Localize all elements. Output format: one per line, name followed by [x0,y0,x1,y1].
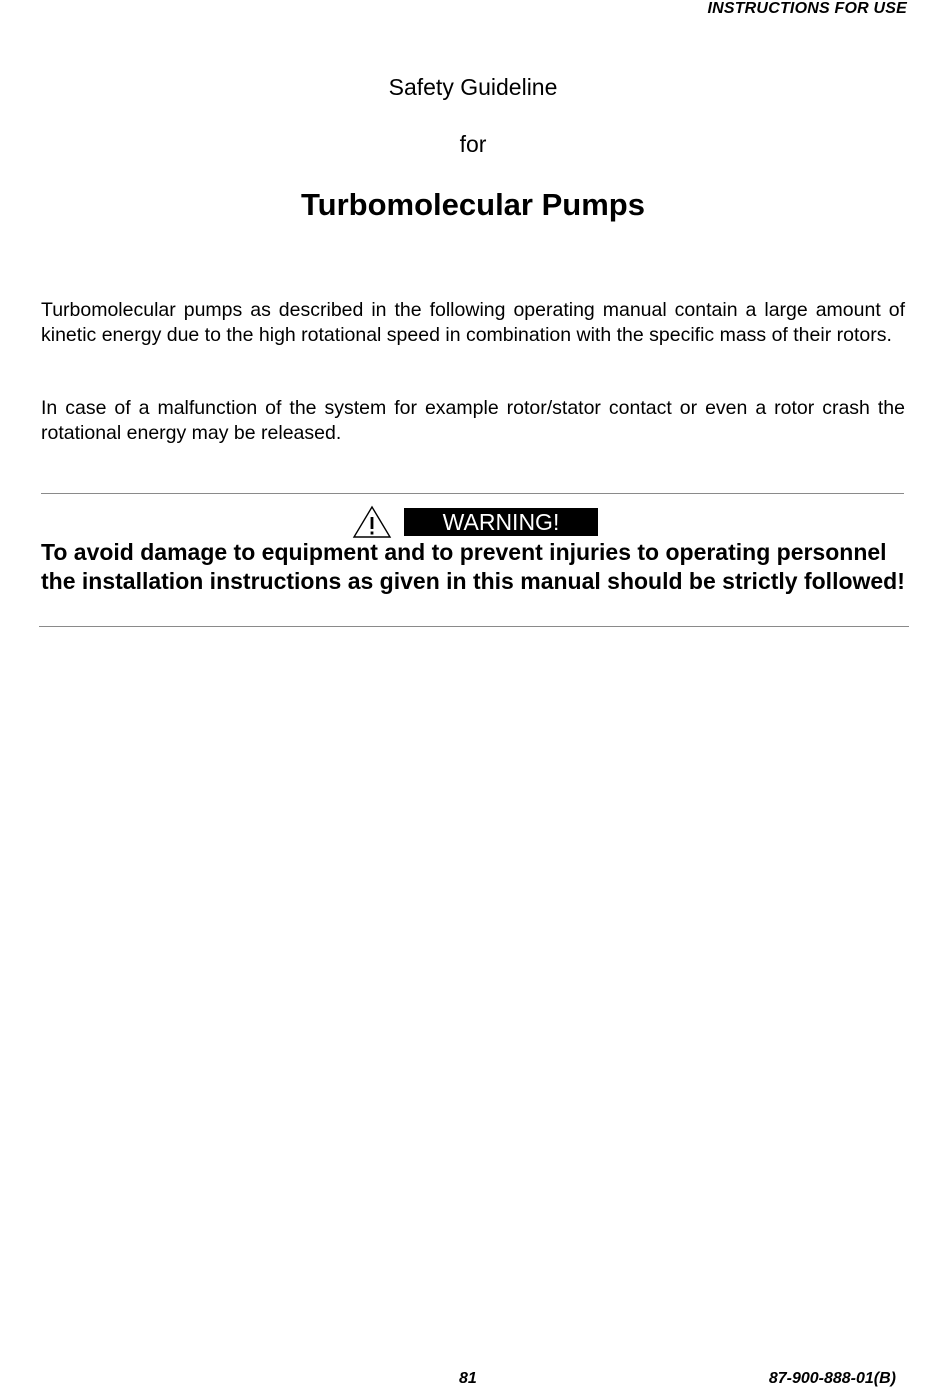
warning-text: To avoid damage to equipment and to prevent injuries to operating personnel the installation instructions as given in this manual should be strictly followed! [41,539,905,594]
divider-bottom [39,626,909,627]
warning-badge: WARNING! [404,508,598,536]
subtitle-safety-guideline: Safety Guideline [388,74,558,100]
body-paragraph-kinetic-energy: Turbomolecular pumps as described in the following operating manual contain a large amount of kinetic energy due to the high rotational speed in combination with the specific mass of their rotors. [41,299,905,346]
header-label: INSTRUCTIONS FOR USE [707,0,907,17]
warning-triangle-icon [352,505,392,539]
page-number: 81 [459,1370,477,1387]
warning-header [352,505,598,539]
subtitle-for: for [459,131,487,157]
page-title: Turbomolecular Pumps [301,187,645,222]
document-code: 87-900-888-01(B) [768,1370,896,1387]
body-paragraph-malfunction: In case of a malfunction of the system for example rotor/stator contact or even a rotor crash the rotational energy may be released. [41,397,905,444]
divider-top [41,493,904,494]
